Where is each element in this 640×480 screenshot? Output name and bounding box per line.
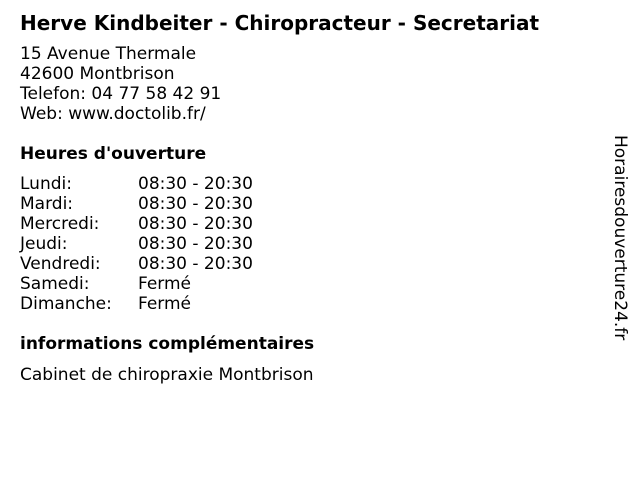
opening-hours-table [20, 174, 253, 314]
hours-row-sunday [20, 294, 253, 314]
time-value: 08:30 - 20:30 [138, 174, 253, 194]
hours-row-saturday [20, 274, 253, 294]
day-label: Jeudi: [20, 234, 68, 254]
hours-row-wednesday [20, 214, 253, 234]
street-address: 15 Avenue Thermale [20, 44, 197, 64]
hours-row-monday [20, 174, 253, 194]
additional-info-heading: informations complémentaires [20, 334, 315, 354]
website-link[interactable]: Web: www.doctolib.fr/ [20, 104, 206, 124]
time-value: 08:30 - 20:30 [138, 214, 253, 234]
day-label: Mardi: [20, 194, 74, 214]
hours-row-thursday [20, 234, 253, 254]
time-value: Fermé [138, 294, 192, 314]
day-label: Dimanche: [20, 294, 112, 314]
time-value: 08:30 - 20:30 [138, 254, 253, 274]
time-value: Fermé [138, 274, 192, 294]
day-label: Samedi: [20, 274, 90, 294]
additional-info-text: Cabinet de chiropraxie Montbrison [20, 365, 314, 385]
day-label: Vendredi: [20, 254, 101, 274]
time-value: 08:30 - 20:30 [138, 194, 253, 214]
address-block [20, 44, 221, 124]
page-title: Herve Kindbeiter - Chiropracteur - Secretariat [20, 11, 540, 35]
hours-row-friday [20, 254, 253, 274]
opening-hours-heading: Heures d'ouverture [20, 144, 207, 164]
hours-row-tuesday [20, 194, 253, 214]
phone-number[interactable]: Telefon: 04 77 58 42 91 [20, 84, 222, 104]
day-label: Mercredi: [20, 214, 100, 234]
day-label: Lundi: [20, 174, 72, 194]
site-watermark: Horairesdouverture24.fr [610, 135, 630, 341]
city-address: 42600 Montbrison [20, 64, 175, 84]
time-value: 08:30 - 20:30 [138, 234, 253, 254]
